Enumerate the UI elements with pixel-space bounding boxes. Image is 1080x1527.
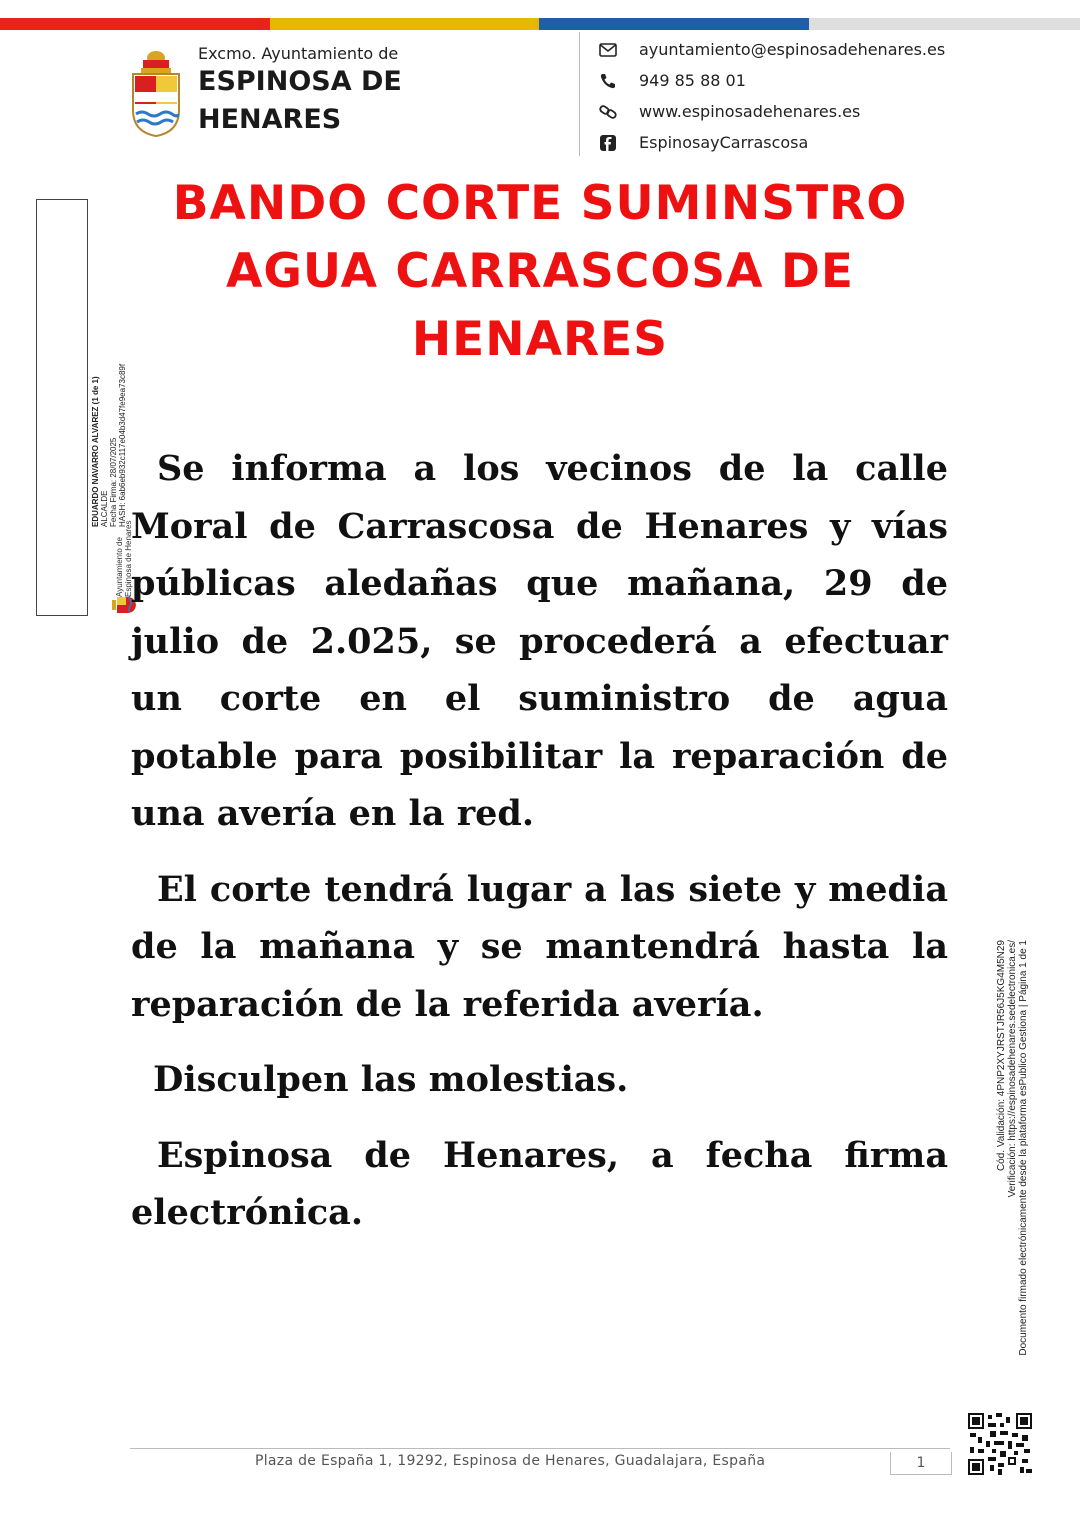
title-line2: AGUA CARRASCOSA DE — [225, 244, 855, 299]
paragraph-signoff: Espinosa de Henares, a fecha firma electrónica. — [131, 1134, 948, 1233]
signature-stamp — [36, 199, 133, 616]
signature-signer: EDUARDO NAVARRO ALVAREZ (1 de 1) — [91, 376, 100, 527]
signature-org-line2: Espinosa de Henares — [124, 520, 133, 597]
org-name-line1: ESPINOSA DE — [198, 66, 402, 97]
org-name-line2: HENARES — [198, 104, 342, 135]
bar-segment-grey — [809, 18, 1080, 30]
phone-icon — [598, 71, 618, 91]
verification-code: Cód. Validación: 4PNP2XYJRSTJR56J5KG4M5N29 — [996, 940, 1007, 1172]
footer-divider — [130, 1448, 950, 1449]
title-line1: BANDO CORTE SUMINSTRO — [172, 176, 908, 231]
coat-of-arms-icon — [130, 48, 182, 138]
paragraph-schedule: El corte tendrá lugar a las siete y media de la mañana y se mantendrá hasta la reparación de la referida avería. — [131, 868, 948, 1025]
document-body — [131, 440, 948, 1242]
title-line3: HENARES — [411, 312, 669, 367]
facebook-text[interactable]: EspinosayCarrascosa — [639, 133, 809, 152]
qr-code-icon[interactable] — [968, 1413, 1032, 1475]
verification-note: Documento firmado electrónicamente desde la plataforma esPublico Gestiona | Página 1 de 1 — [1018, 940, 1029, 1356]
verification-url[interactable]: Verificación: https://espinosadehenares.sedelectronica.es/ — [1007, 940, 1018, 1198]
header-divider — [579, 32, 580, 156]
document-title — [130, 170, 950, 374]
signature-org-line1: Ayuntamiento de — [115, 537, 124, 597]
bar-segment-yellow — [270, 18, 539, 30]
signature-role: ALCALDE — [100, 490, 109, 527]
org-subtitle: Excmo. Ayuntamiento de — [198, 44, 399, 63]
contact-facebook[interactable] — [598, 127, 945, 158]
page-number: 1 — [890, 1452, 952, 1475]
verification-block — [996, 940, 1036, 1410]
contact-phone[interactable] — [598, 65, 945, 96]
website-text[interactable]: www.espinosadehenares.es — [639, 102, 861, 121]
contact-email[interactable] — [598, 34, 945, 65]
contact-list — [598, 34, 945, 158]
signature-hash: HASH: 6ab6eb932c117e04b3d47fe9ea73c89f — [118, 363, 127, 527]
bar-segment-red — [0, 18, 270, 30]
contact-website[interactable] — [598, 96, 945, 127]
phone-text[interactable]: 949 85 88 01 — [639, 71, 746, 90]
top-color-bar — [0, 18, 1080, 30]
bar-segment-blue — [539, 18, 809, 30]
facebook-icon — [598, 133, 618, 153]
envelope-icon — [598, 40, 618, 60]
link-icon — [598, 102, 618, 122]
paragraph-notice: Se informa a los vecinos de la calle Moral de Carrascosa de Henares y vías públicas aledañas que mañana, 29 de julio de 2.025, se procederá a efectuar un corte en el suministro de agua potable para posibilitar la reparación de una avería en la red. — [131, 448, 948, 834]
signature-date: Fecha Firma: 28/07/2025 — [109, 437, 118, 527]
paragraph-apology: Disculpen las molestias. — [153, 1059, 629, 1100]
footer-address: Plaza de España 1, 19292, Espinosa de Henares, Guadalajara, España — [255, 1453, 766, 1469]
email-text[interactable]: ayuntamiento@espinosadehenares.es — [639, 40, 946, 59]
